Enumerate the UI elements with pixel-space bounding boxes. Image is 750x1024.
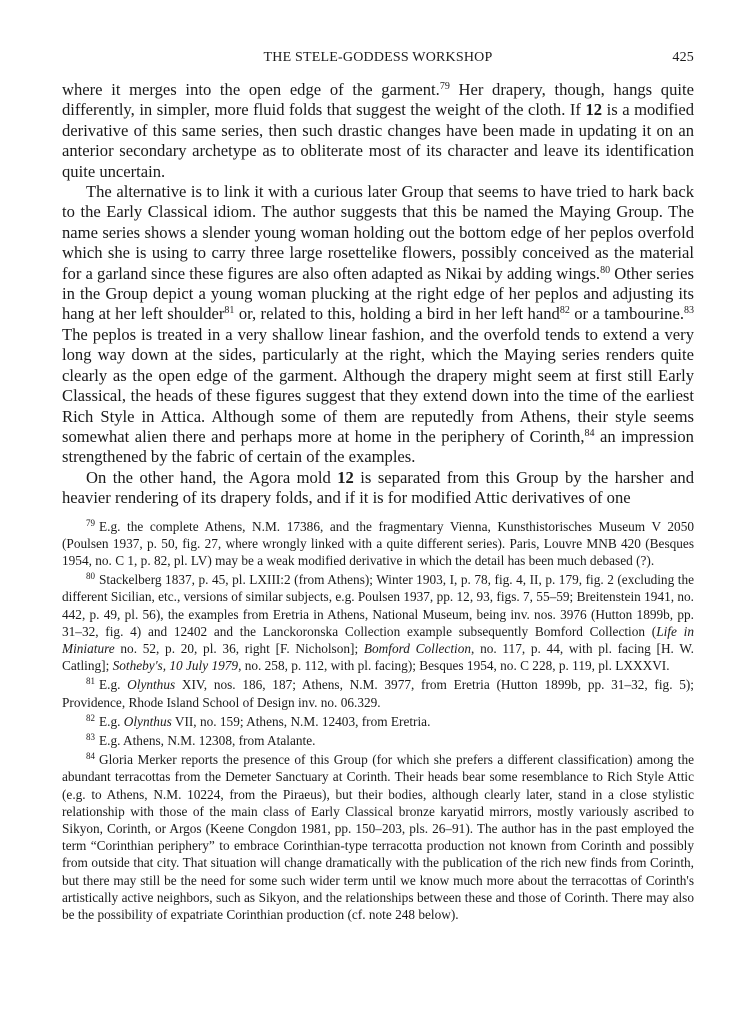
text-run: Stackelberg 1837, p. 45, pl. LXIII:2 (from Athens); Winter 1903, I, p. 78, fig. 4, II, p. 179, fig. 2 (excluding the different Sicilian, etc., versions of similar subjects, e.g. Poulsen 1937, pp. 12, 93, figs. 7, 55–59; Breitenstein 1941, no. 442, p. 49, pl. 56), the examples from Eretria in Athens, National Museum, being inv. nos. 3976 (Hutton 1899b, pp. 31–32, fig. 4) and 12402 and the Lanckoronska Collection example subsequently Bomford Collection ( — [62, 572, 695, 639]
footnotes — [62, 518, 694, 924]
text-run: is a modified derivative of this same series, then such drastic changes have been made in updating it on an anterior secondary archetype as to obliterate most of its character and leave its identification quite uncertain. — [62, 100, 694, 181]
italic-text: Olynthus — [123, 713, 172, 729]
footnote-number: 83 — [86, 731, 95, 742]
footnote-ref: 79 — [439, 81, 450, 92]
text-run: VII, no. 159; Athens, N.M. 12403, from Eretria. — [171, 713, 431, 729]
running-title: THE STELE-GODDESS WORKSHOP — [263, 50, 493, 65]
text-run: On the other hand, the Agora mold — [86, 467, 338, 487]
text-run: Gloria Merker reports the presence of this Group (for which she prefers a different classification) among the abundant terracottas from the Demeter Sanctuary at Corinth. Their heads bear some resemblance to Rich Style Attic (e.g. to Athens, N.M. 10224, from the Piraeus), but their bodies, although clearly later, stand in a close stylistic relationship with those of the main class of Early Classical bronze karyatid mirrors, mostly variously ascribed to Sikyon, Corinth, or Argos (Keene Congdon 1981, pp. 150–203, pls. 26–91). The author has in the past employed the term “Corinthian periphery” to embrace Corinthian-type terracotta production not known from Corinth and possibly from outside that city. That situation will change dramatically with the publication of the rich new finds from Corinth, but there may still be the need for some such wider term until we know much more about the terracottas of Corinth's artistically active neighbors, such as Sikyon, and the relationships between these and those of Corinth. There may also be the possibility of expatriate Corinthian production (cf. note 248 below). — [62, 752, 694, 922]
italic-text: Bomford Collection — [363, 640, 472, 656]
footnote-ref: 80 — [600, 264, 611, 276]
text-run: E.g. Athens, N.M. 12308, from Atalante. — [99, 732, 316, 748]
text-run: Her drapery, though, hangs quite differently, in simpler, more fluid folds that suggest the weight of the cloth. If — [62, 80, 694, 120]
body-paragraph — [62, 80, 694, 182]
footnote-ref: 81 — [224, 305, 235, 317]
footnote-number: 84 — [86, 751, 95, 762]
text-run: , no. 258, p. 112, with pl. facing); Besques 1954, no. C 228, p. 119, pl. LXXXVI. — [238, 658, 670, 674]
text-run: Other series in the Group depict a young woman plucking at the right edge of her peplos and adjusting its hang at her left shoulder — [62, 263, 694, 324]
text-run: XIV, nos. 186, 187; Athens, N.M. 3977, from Eretria (Hutton 1899b, pp. 31–32, fig. 5); Providence, Rhode Island School of Design inv. no. 06.329. — [62, 677, 694, 710]
bold-text: 12 — [585, 100, 603, 120]
footnote — [62, 713, 694, 730]
footnote-number: 80 — [86, 571, 95, 582]
text-run: or, related to this, holding a bird in her left hand — [234, 304, 560, 324]
body-paragraph — [62, 182, 694, 468]
text-run: or a tambourine. — [569, 304, 684, 324]
text-run: E.g. — [99, 713, 124, 729]
text-run: where it merges into the open edge of the garment. — [62, 80, 440, 99]
italic-text: Olynthus — [127, 677, 176, 693]
footnote — [62, 751, 694, 923]
footnote — [62, 571, 694, 674]
footnote-number: 79 — [86, 517, 95, 528]
page — [62, 0, 694, 923]
text-run: The peplos is treated in a very shallow linear fashion, and the overfold tends to extend a very long way down at the sides, particularly at the right, which the Maying series renders quite clearly as the open edge of the garment. Although the drapery might seem at first still Early Classical, the heads of these figures suggest that they extend down into the time of the earliest Rich Style in Attica. Although some of them are reputedly from Athens, their style seems somewhat alien there and perhaps more at home in the periphery of Corinth, — [62, 324, 694, 446]
text-run: E.g. the complete Athens, N.M. 17386, and the fragmentary Vienna, Kunsthistorisches Museum V 2050 (Poulsen 1937, p. 50, fig. 27, where wrongly linked with a quite different series). Paris, Louvre MNB 420 (Besques 1954, no. C 1, p. 82, pl. LV) may be a weak modified derivative in which the detail has been much debased (?). — [62, 518, 694, 568]
text-run: an impression strengthened by the fabric of certain of the examples. — [62, 426, 694, 467]
page-number: 425 — [672, 50, 694, 65]
footnote-ref: 82 — [559, 305, 570, 317]
footnote-ref: 84 — [584, 427, 595, 439]
text-run: no. 52, p. 20, pl. 36, right [F. Nicholson]; — [114, 640, 364, 656]
footnote-number: 81 — [86, 676, 95, 687]
footnote-number: 82 — [86, 712, 95, 723]
body-paragraph — [62, 468, 694, 509]
text-run: is separated from this Group by the harsher and heavier rendering of its drapery folds, and if it is for modified Attic derivatives of one — [62, 467, 694, 508]
text-run: The alternative is to link it with a curious later Group that seems to have tried to hark back to the Early Classical idiom. The author suggests that this be named the Maying Group. The name series shows a slender young woman holding out the bottom edge of her peplos overfold which she is using to carry three large rosettelike flowers, possibly conceived as the material for a garland since these figures are also often adapted as Nikai by adding wings. — [62, 182, 694, 283]
text-run: , no. 117, p. 44, with pl. facing [H. W. Catling]; — [62, 640, 695, 674]
footnote — [62, 676, 694, 710]
italic-text: Life in Miniature — [62, 623, 694, 656]
bold-text: 12 — [337, 467, 354, 487]
text-run: E.g. — [99, 677, 128, 693]
italic-text: Sotheby's, 10 July 1979 — [112, 658, 239, 674]
footnote-ref: 83 — [684, 305, 694, 317]
main-text — [62, 80, 694, 509]
footnote — [62, 518, 694, 570]
footnote — [62, 732, 694, 749]
running-header — [62, 50, 694, 80]
